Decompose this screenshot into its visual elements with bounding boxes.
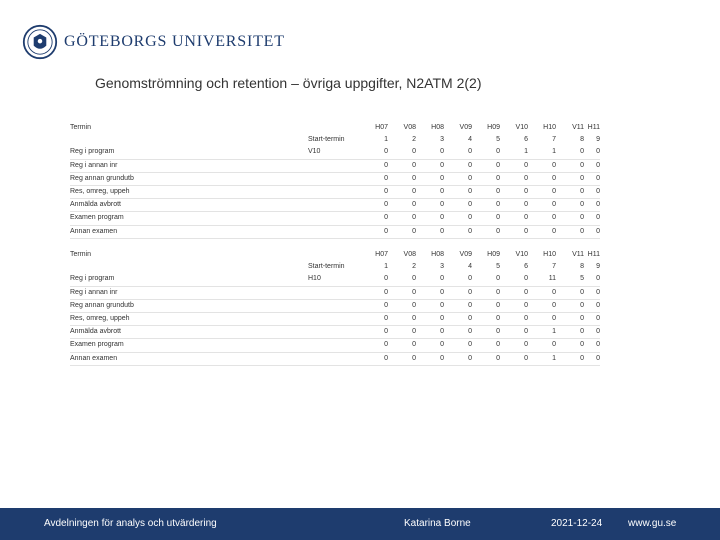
table-cell: 0 [496, 341, 500, 349]
table-cell: 0 [440, 148, 444, 156]
table-cell: 0 [384, 341, 388, 349]
term-index-cell: 1 [384, 263, 388, 271]
row-label: Res, omreg, uppeh [70, 314, 130, 322]
table-cell: 0 [580, 341, 584, 349]
table-row [70, 287, 600, 300]
table-cell: 0 [580, 214, 584, 222]
table-cell: 0 [552, 341, 556, 349]
table-cell: 0 [384, 174, 388, 182]
table-cell: 0 [496, 201, 500, 209]
term-index-cell: 3 [440, 136, 444, 144]
row-label: Reg annan grundutb [70, 301, 134, 309]
university-name: GÖTEBORGS UNIVERSITET [64, 33, 285, 50]
table-row [70, 160, 600, 173]
term-header-cell: H07 [375, 124, 388, 131]
table-cell: 0 [384, 214, 388, 222]
table-cell: 0 [596, 227, 600, 235]
table-cell: 0 [524, 314, 528, 322]
table-cell: 5 [580, 275, 584, 283]
term-index-cell: 2 [412, 263, 416, 271]
footer-department: Avdelningen för analys och utvärdering [44, 518, 217, 529]
table-cell: 0 [412, 301, 416, 309]
table-cell: 0 [524, 161, 528, 169]
term-header-cell: V09 [459, 124, 472, 131]
table-cell: 0 [412, 314, 416, 322]
table-cell: 0 [440, 227, 444, 235]
table-cell: 0 [596, 187, 600, 195]
row-label: Examen program [70, 214, 124, 222]
table-row [70, 326, 600, 339]
term-index-cell: 2 [412, 136, 416, 144]
table-cell: 0 [552, 161, 556, 169]
table-cell: 0 [596, 341, 600, 349]
term-header-cell: H08 [431, 251, 444, 258]
table-cell: 0 [384, 328, 388, 336]
row-label: Reg i program [70, 275, 115, 283]
table-cell: 0 [580, 187, 584, 195]
table-cell: 0 [384, 187, 388, 195]
term-header-cell: V11 [572, 124, 584, 131]
table-cell: 0 [580, 314, 584, 322]
table-cell: 0 [524, 174, 528, 182]
term-header-cell: H10 [543, 124, 556, 131]
term-header-cell: V09 [459, 251, 472, 258]
table-row [70, 226, 600, 239]
row-label: Annan examen [70, 354, 118, 362]
retention-table-v10 [70, 122, 600, 239]
page-title: Genomströmning och retention – övriga uppgifter, N2ATM 2(2) [95, 75, 482, 91]
table-cell: 0 [524, 354, 528, 362]
table-row [70, 173, 600, 186]
table-cell: 0 [552, 301, 556, 309]
termin-label: Termin [70, 124, 92, 131]
term-header-cell: H07 [375, 251, 388, 258]
table-cell: 0 [596, 314, 600, 322]
table-cell: 1 [552, 354, 556, 362]
table-cell: 0 [468, 301, 472, 309]
table-cell: 0 [468, 148, 472, 156]
table-cell: 0 [468, 328, 472, 336]
table-cell: 0 [384, 354, 388, 362]
table-cell: 0 [440, 201, 444, 209]
table-cell: 0 [596, 174, 600, 182]
university-seal-icon [22, 24, 58, 60]
term-header-cell: V08 [403, 251, 416, 258]
table-cell: 0 [496, 187, 500, 195]
table-cell: 0 [384, 288, 388, 296]
table-cell: 0 [596, 301, 600, 309]
table-cell: 0 [412, 341, 416, 349]
term-header-row [70, 122, 600, 134]
row-label: Anmälda avbrott [70, 328, 121, 336]
table-row [70, 186, 600, 199]
table-cell: 0 [412, 275, 416, 283]
row-label: Annan examen [70, 227, 118, 235]
table-cell: 0 [496, 301, 500, 309]
table-cell: 0 [468, 354, 472, 362]
table-cell: 0 [580, 301, 584, 309]
table-cell: 0 [468, 214, 472, 222]
table-cell: 1 [552, 328, 556, 336]
header [22, 22, 285, 62]
table-cell: 0 [468, 314, 472, 322]
table-cell: 0 [468, 201, 472, 209]
table-cell: 0 [524, 301, 528, 309]
term-index-row [70, 134, 600, 146]
table-cell: 0 [496, 275, 500, 283]
term-index-cell: 3 [440, 263, 444, 271]
term-index-row [70, 261, 600, 273]
table-cell: 0 [596, 275, 600, 283]
table-cell: 0 [596, 214, 600, 222]
term-header-cell: V11 [572, 251, 584, 258]
table-cell: 11 [548, 275, 556, 283]
table-cell: 0 [552, 314, 556, 322]
table-cell: 0 [496, 328, 500, 336]
start-termin-value: V10 [308, 148, 321, 156]
table-cell: 0 [496, 148, 500, 156]
table-cell: 0 [384, 227, 388, 235]
term-index-cell: 4 [468, 263, 472, 271]
table-row [70, 300, 600, 313]
table-cell: 0 [440, 354, 444, 362]
table-row [70, 353, 600, 366]
footer [0, 508, 720, 540]
table-cell: 0 [596, 354, 600, 362]
row-label: Reg annan grundutb [70, 174, 134, 182]
term-header-cell: H11 [587, 124, 600, 131]
table-cell: 0 [384, 314, 388, 322]
term-header-cell: V10 [515, 251, 528, 258]
table-cell: 0 [596, 148, 600, 156]
table-cell: 0 [552, 187, 556, 195]
table-row [70, 313, 600, 326]
table-cell: 0 [384, 275, 388, 283]
table-cell: 0 [524, 227, 528, 235]
term-index-cell: 6 [524, 136, 528, 144]
table-cell: 0 [440, 214, 444, 222]
table-cell: 0 [552, 227, 556, 235]
table-cell: 0 [384, 201, 388, 209]
table-cell: 0 [412, 174, 416, 182]
term-header-cell: H09 [487, 251, 500, 258]
term-index-cell: 6 [524, 263, 528, 271]
term-index-cell: 9 [596, 136, 600, 144]
term-index-cell: 8 [580, 263, 584, 271]
table-row [70, 199, 600, 212]
term-index-cell: 4 [468, 136, 472, 144]
table-cell: 0 [580, 148, 584, 156]
table-cell: 0 [440, 314, 444, 322]
footer-date: 2021-12-24 [551, 518, 603, 529]
table-row [70, 212, 600, 225]
table-cell: 0 [524, 201, 528, 209]
table-cell: 0 [496, 354, 500, 362]
table-cell: 0 [524, 341, 528, 349]
term-index-cell: 8 [580, 136, 584, 144]
table-cell: 0 [440, 187, 444, 195]
table-cell: 0 [468, 288, 472, 296]
start-termin-label: Start-termin [308, 263, 345, 271]
table-row [70, 339, 600, 352]
table-cell: 1 [524, 148, 528, 156]
table-cell: 0 [496, 288, 500, 296]
table-cell: 0 [384, 148, 388, 156]
row-label: Anmälda avbrott [70, 201, 121, 209]
row-label: Reg i annan inr [70, 161, 118, 169]
table-cell: 0 [596, 161, 600, 169]
table-cell: 0 [384, 301, 388, 309]
table-cell: 0 [468, 187, 472, 195]
table-cell: 0 [440, 328, 444, 336]
footer-url: www.gu.se [628, 518, 677, 529]
term-index-cell: 1 [384, 136, 388, 144]
table-cell: 0 [496, 314, 500, 322]
row-label: Reg i program [70, 148, 115, 156]
table-cell: 0 [580, 201, 584, 209]
table-cell: 0 [524, 288, 528, 296]
table-cell: 0 [596, 201, 600, 209]
term-header-cell: V08 [403, 124, 416, 131]
table-cell: 0 [440, 341, 444, 349]
table-cell: 0 [524, 214, 528, 222]
start-termin-value: H10 [308, 275, 321, 283]
table-cell: 0 [412, 187, 416, 195]
term-index-cell: 5 [496, 263, 500, 271]
table-cell: 0 [412, 328, 416, 336]
term-index-cell: 9 [596, 263, 600, 271]
table-cell: 0 [524, 328, 528, 336]
table-cell: 0 [412, 148, 416, 156]
table-row [70, 273, 600, 286]
term-index-cell: 5 [496, 136, 500, 144]
table-cell: 0 [440, 288, 444, 296]
table-cell: 0 [496, 214, 500, 222]
term-header-cell: H09 [487, 124, 500, 131]
table-cell: 0 [524, 187, 528, 195]
term-index-cell: 7 [552, 263, 556, 271]
table-cell: 0 [468, 227, 472, 235]
table-cell: 0 [440, 275, 444, 283]
table-cell: 0 [468, 161, 472, 169]
term-header-cell: H10 [543, 251, 556, 258]
table-cell: 0 [580, 328, 584, 336]
table-cell: 0 [440, 161, 444, 169]
table-cell: 0 [552, 288, 556, 296]
table-cell: 0 [412, 227, 416, 235]
table-cell: 0 [412, 201, 416, 209]
row-label: Examen program [70, 341, 124, 349]
table-cell: 0 [580, 174, 584, 182]
table-cell: 0 [580, 354, 584, 362]
table-cell: 0 [412, 214, 416, 222]
table-cell: 0 [580, 227, 584, 235]
table-cell: 0 [468, 275, 472, 283]
row-label: Reg i annan inr [70, 288, 118, 296]
footer-author: Katarina Borne [404, 518, 471, 529]
table-cell: 0 [412, 161, 416, 169]
table-cell: 0 [580, 288, 584, 296]
table-cell: 0 [468, 174, 472, 182]
term-header-row [70, 249, 600, 261]
term-header-cell: H08 [431, 124, 444, 131]
table-cell: 0 [412, 354, 416, 362]
table-cell: 0 [496, 161, 500, 169]
table-cell: 1 [552, 148, 556, 156]
retention-table-h10 [70, 249, 600, 366]
row-label: Res, omreg, uppeh [70, 187, 130, 195]
term-index-cell: 7 [552, 136, 556, 144]
table-cell: 0 [412, 288, 416, 296]
table-cell: 0 [552, 201, 556, 209]
termin-label: Termin [70, 251, 92, 258]
start-termin-label: Start-termin [308, 136, 345, 144]
table-cell: 0 [468, 341, 472, 349]
table-cell: 0 [596, 328, 600, 336]
table-cell: 0 [384, 161, 388, 169]
table-cell: 0 [580, 161, 584, 169]
table-row [70, 146, 600, 159]
table-cell: 0 [524, 275, 528, 283]
table-cell: 0 [496, 174, 500, 182]
table-cell: 0 [496, 227, 500, 235]
term-header-cell: V10 [515, 124, 528, 131]
term-header-cell: H11 [587, 251, 600, 258]
table-cell: 0 [552, 174, 556, 182]
table-cell: 0 [552, 214, 556, 222]
table-cell: 0 [440, 301, 444, 309]
table-cell: 0 [596, 288, 600, 296]
table-cell: 0 [440, 174, 444, 182]
